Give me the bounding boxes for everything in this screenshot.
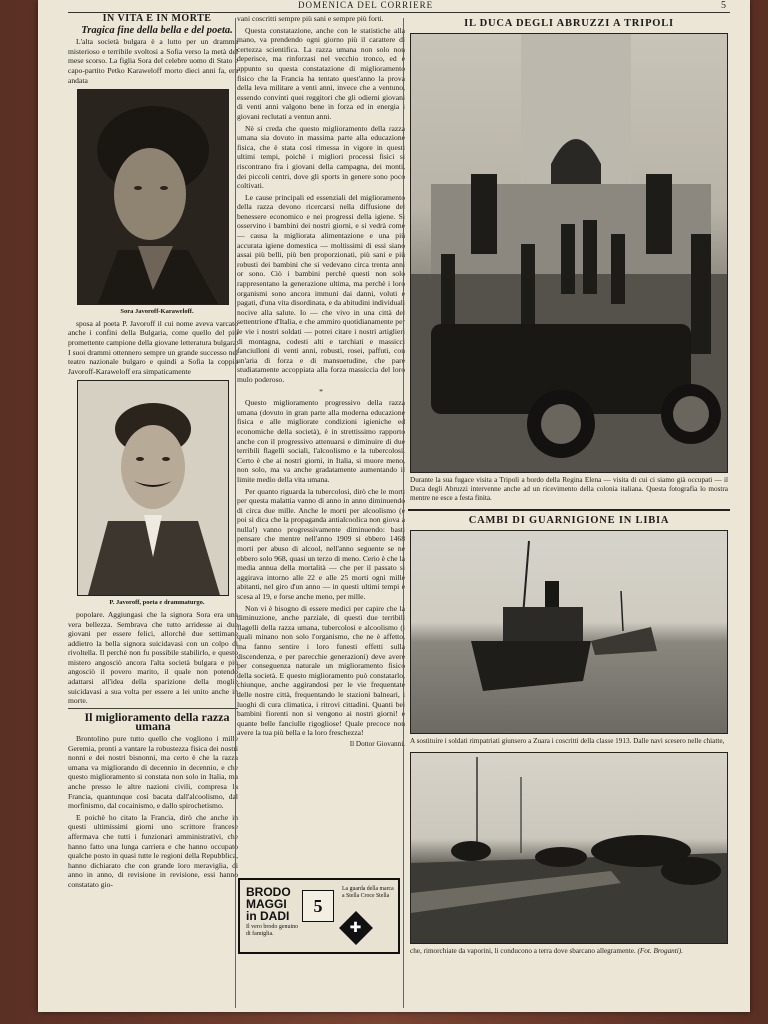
stock-cube-icon bbox=[302, 890, 334, 922]
ad-tagline: Il vero brodo genuino di famiglia. bbox=[246, 924, 299, 937]
header-rule bbox=[68, 12, 730, 13]
middle-para-7: Non vi è bisogno di essere medici per capire che la diminuzione, anche parziale, di questi due terribili flagelli della razza umana, tubercolosi e alcoolismo (i quali minano non solo l'organismo, che ne è affetto, ma fanno sentire i loro funesti effetti sulla discendenza, e per parecchie generazioni) deve avere per conseguenza naturale un miglioramento fisico della società. E questo miglioramento può constatarlo, chiunque, anche aggirandosi per le vie frequentate delle nostre città, frequentando le stazioni balneari, i luoghi di cura climatica, i ritrovi cittadini. Quanti bei bambini fiorenti non si vengono ai nostri giorni! e quante belle fanciulle rigogliose! Quale precoce non avere la tua più bella e la loro freschezza! bbox=[237, 603, 405, 738]
section-heading: IN VITA E IN MORTE bbox=[102, 14, 212, 24]
section-rule bbox=[408, 509, 730, 511]
portrait-caption-javoroff: P. Javoroff, poeta e drammaturgo. bbox=[109, 599, 205, 607]
photo-title-libia: CAMBI DI GUARNIGIONE IN LIBIA bbox=[468, 515, 670, 526]
photo-landing bbox=[410, 752, 728, 944]
article-para-5: E poichè ho citato la Francia, dirò che anche in questi ultimissimi giorni uno scrittore francese affermava che tutti i funzionari amministrativi, che hanno fatto una lunga carriera e che hanno occupato qualche posto in quasi tutte le regioni della Repubblica, hanno dichiarato che con grande loro meraviglia, di anno in anno, di revisione in revisione, essi hanno constatato gio- bbox=[68, 812, 238, 889]
author-signature: Il Dottor Giovanni. bbox=[349, 739, 405, 748]
ad-star-text: La guarda della marca a Stella Croce Stella bbox=[342, 886, 394, 899]
portrait-sora bbox=[77, 89, 229, 305]
page-number: 5 bbox=[721, 0, 726, 11]
newspaper-page bbox=[38, 0, 750, 1012]
middle-para-4: Le cause principali ed essenziali del miglioramento della razza devono ricercarsi nella diffusione del benessere economico e nei progressi della igiene. Si osservino i bambini dei nostri giorni, e si vedrà come — causa la migliorata alimentazione e una più accurata igiene domestica — moltissimi di essi siano assai più belli, più ben proporzionati, più sani e più robusti dei bambini che si vedevano circa trenta anni or sono. Ciò i bambini perchè questi non solo rappresentano la generazione ultima, ma perchè i loro organismi sono ancora immuni dai danni, voluti e pagati, d'una vita disordinata, e da abitudini individuali nocive alla salute. Io — che vivo in una città del settentrione d'Italia, e che ammiro quotidianamente per le vie i nostri soldati — potrei citare i nostri artiglieri di montagna, codesti alti e tarchiati e massicci fanciulloni di venti anni, robusti, rosei, paffuti, con un'aria di forza e di mansuetudine, che pare studiatamente accoppiata alla forza massiccia del loro mulo poderoso. bbox=[237, 192, 405, 384]
middle-para-3: Nè si creda che questo miglioramento della razza umana sia dovuto in massima parte alla educazione fisica, che è stata così rimessa in vigore in questi ultimi tempi, poichè i migliori processi fisici si riscontrano fra i giovani della campagna, dei monti, dei piccoli centri, dove gli sports in genere sono poco coltivati. bbox=[237, 123, 405, 191]
middle-para-2: Questa constatazione, anche con le statistiche alla mano, va prendendo ogni giorno più il carattere di certezza scientifica. La razza umana non solo non deperisce, ma rinforzasi nel vecchio tronco, ed è appunto su questa constatazione di miglioramento fisico che la Francia ha tentato quest'anno la prova della leva militare a venti anni, invece che a ventuno, essendo convinti quei reggitori che gli odierni giovani di venti anni valgono bene in forza ed in energia i giovani reclutati a ventun anni. bbox=[237, 25, 405, 121]
portrait-javoroff bbox=[77, 380, 229, 596]
middle-para-1: vani coscritti sempre più sani e sempre più forti. bbox=[237, 14, 384, 23]
middle-para-5: Questo miglioramento progressivo della razza umana (dovuto in gran parte alla moderna educazione fisica e alle migliorate condizioni igieniche ed economiche della società), è in strettissimo rapporto anche con il progressivo attenuarsi e diminuire di due terribili flagelli sociali, l'alcoolismo e la tubercolosi. Certo è che ai nostri giorni, in Italia, si muore meno, non solo, ma va anche gradatamente aumentando il limite medio della vita umana. bbox=[237, 398, 405, 484]
middle-para-6: Per quanto riguarda la tubercolosi, dirò che le morti per questa malattia vanno di anno in anno diminuendo di circa due mille. Anche le morti per alcoolismo (e poi si dica che la propaganda antialcoolica non giova a nulla!) vanno progressivamente diminuendo: basti pensare che mentre nell'anno 1909 si ebbero 1468 morti per abuso di alcool, nell'anno seguente se ne ebbero solo 968, quasi un terzo di meno. Cerio è che la media annua della mortalità — che per il passato si aggirava intorno alle 22 e alle 25 morti ogni mille abitanti, nel giro d'un anno — in questi ultimi tempi è scesa al 19, e forse anche meno, per mille. bbox=[237, 486, 405, 602]
article-para-2: sposa al poeta P. Javoroff il cui nome aveva varcato anche i confini della Bulgaria, come quello del più promettente campione della giovane letteratura bulgara. I suoi drammi ottennero sempre un grande successo nel teatro nazionale bulgaro e quindi a Sofia la coppia Javoroff-Karaweloff era simpaticamente bbox=[68, 318, 238, 376]
portrait-caption-sora: Sora Javoroff-Karaweloff. bbox=[120, 308, 194, 316]
ad-brand: BRODO MAGGI in DADI bbox=[246, 885, 291, 923]
section-separator: * bbox=[319, 386, 323, 396]
article-title: Tragica fine della bella e del poeta. bbox=[81, 24, 233, 36]
article-title-2: Il miglioramento della razza umana bbox=[68, 708, 238, 732]
middle-column bbox=[237, 14, 405, 870]
left-column bbox=[68, 14, 238, 1002]
article-para-4: Brontolino pure tutto quello che vogliono i mille Geremia, pronti a vantare la robustezza fisica dei nostri nonni e dei nostri bisnonni, ma certo è che la razza umana va migliorando di decennio in decennio, e che questo miglioramento si constata non solo in Italia, ma anche presso le altre nazioni civili, compresa la Francia, quantunque così bacata dall'alcoolismo, dal morfinismo, dal cocainismo, e dallo spirochetismo. bbox=[68, 734, 238, 811]
caption-landing-text: che, rimorchiate da vaporini, li conducono a terra dove sbarcano allegramente. bbox=[410, 947, 636, 955]
photo-steamboat bbox=[410, 530, 728, 734]
article-intro: L'alta società bulgara è a lutto per un dramma misterioso e terribile svoltosi a Sofia verso la metà del mese scorso. La figlia Sora del celebre uomo di Stato e capo-partito Petko Karaweloff morto dieci anni fa, era andata bbox=[68, 37, 238, 85]
cube-number: 5 bbox=[313, 895, 323, 916]
photo-caption-tripoli: Durante la sua fugace visita a Tripoli a bordo della Regina Elena — visita di cui ci siamo già occupati — il Duca degli Abruzzi intervenne anche ad un ricevimento della colonia italiana. Questa fotografia lo mostra mentre ne esce a festa finita. bbox=[410, 476, 728, 502]
cross-star-icon: ✚ bbox=[339, 911, 373, 945]
maggi-advertisement bbox=[238, 878, 400, 954]
right-column bbox=[404, 14, 734, 1002]
article-para-3: popolare. Aggiungasi che la signora Sora era una vera bellezza. Sembrava che tutto arridesse ai due giovani per essere felici, allorchè due settimane addietro la bella signora suicidavasi con un colpo di rivoltella. Il perchè non fu possibile stabilirlo, e questo mistero angosciò ancora l'alta società bulgara e più angosciò il povero marito, il quale non potendo adattarsi all'idea della sparizione della moglie suicidavasi a sua volta per essere a lei unito anche in morte. bbox=[68, 609, 238, 706]
photo-title-tripoli: IL DUCA DEGLI ABRUZZI A TRIPOLI bbox=[464, 18, 674, 29]
photo-caption-steamboat: A sostituire i soldati rimpatriati giunsero a Zuara i coscritti della classe 1913. Dalle navi scesero nelle chiatte, bbox=[410, 737, 725, 745]
photo-caption-landing bbox=[410, 947, 728, 956]
photo-duke-tripoli bbox=[410, 33, 728, 473]
column-rule bbox=[235, 18, 236, 1008]
photo-credit: (Fot. Broganti). bbox=[637, 947, 683, 955]
running-head: DOMENICA DEL CORRIERE bbox=[298, 0, 434, 10]
